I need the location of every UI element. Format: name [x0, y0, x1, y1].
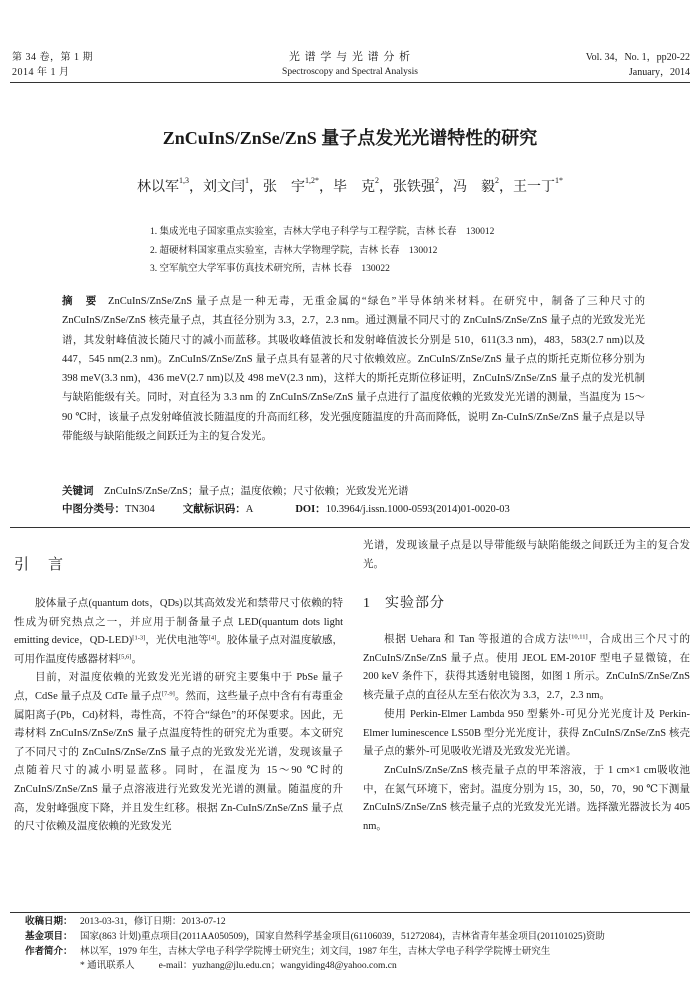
- journal-volume-info: [586, 50, 690, 80]
- body-paragraph: 目前，对温度依赖的光致发光光谱的研究主要集中于 PbSe 量子点，CdSe 量子点及 CdTe 量子点[7-9]。然而，这些量子点中含有有毒重金属阳离子(Pb，Cd)材料，毒性高，不符合“绿色”的环保要求。因此，无毒材料 ZnCuInS/ZnSe/ZnS 量子点温度特性的研究尤为重要。本文研究了不同尺寸的 ZnCuInS/ZnSe/ZnS 量子点的光致发光光谱，发现该量子点随着尺寸的减小明显蓝移。同时，在温度为 15～90 ℃时的 ZnCuInS/ZnSe/ZnS 量子点溶液进行光致发光光谱的测量。随温度的升高，发射峰强度下降，并且发生红移。根据 Zn-CuInS/ZnSe/ZnS 量子点的尺寸依赖及温度依赖的光致发光: [14, 672, 343, 833]
- experimental-body: [363, 631, 690, 837]
- author-affiliation-mark: 1: [245, 176, 249, 185]
- body-paragraph: 根据 Uehara 和 Tan 等报道的合成方法[10,11]，合成出三个尺寸的 ZnCuInS/ZnSe/ZnS 量子点。使用 JEOL EM-2010F 型电子显微镜，在 200 keV 条件下，获得其透射电镜图，如图 1 所示。ZnCuInS/ZnSe/ZnS 核壳量子点的直径从左至右依次为 3.3，2.7，2.3 nm。: [363, 633, 690, 702]
- author-name: 冯 毅: [453, 180, 495, 195]
- clc-number: TN304: [125, 504, 155, 515]
- section-heading-experimental: [363, 594, 690, 614]
- author-bio-label: 作者简介：: [25, 946, 73, 957]
- corresponding-email: e-mail：yuzhang@jlu.edu.cn；wangyiding48@yahoo.com.cn: [158, 961, 397, 972]
- header-rule: [10, 82, 690, 83]
- issue-date: 2014 年 1 月: [12, 67, 70, 78]
- funding-label: 基金项目：: [25, 931, 73, 942]
- footnotes: [25, 915, 690, 974]
- author-affiliation-mark: 2: [495, 176, 499, 185]
- classification-line: [62, 501, 662, 519]
- funding-note: [25, 930, 690, 945]
- citation-mark: [7-9]: [161, 690, 175, 698]
- doi: 10.3964/j.issn.1000-0593(2014)01-0020-03: [325, 504, 510, 515]
- author-bio-note: [25, 945, 690, 960]
- affiliation: 3. 空军航空大学军事仿真技术研究所，吉林 长春 130022: [150, 264, 390, 274]
- journal-name-english: Spectroscopy and Spectral Analysis: [282, 67, 418, 77]
- author-name: 张铁强: [393, 180, 435, 195]
- abstract: [62, 292, 645, 446]
- author-list: [0, 178, 700, 198]
- affiliation-list: [150, 223, 650, 279]
- month-year: January，2014: [628, 67, 690, 78]
- funding-text: 国家(863 计划)重点项目(2011AA050509)，国家自然科学基金项目(61106039，51272084)，吉林省青年基金项目(201101025)资助: [80, 931, 605, 942]
- volume-issue: 第 34 卷，第 1 期: [12, 52, 93, 63]
- author-separator: ，: [439, 180, 453, 195]
- body-paragraph: 使用 Perkin-Elmer Lambda 950 型紫外-可见分光光度计及 Perkin-Elmer luminescence LS50B 型分光光度计，获得 ZnCuInS/ZnSe/ZnS 核壳量子点的紫外-可见吸收光谱及光致发光光谱。: [363, 708, 690, 758]
- introduction-continuation: [363, 537, 690, 574]
- abstract-rule: [10, 527, 690, 528]
- author-affiliation-mark: 1,3: [179, 176, 189, 185]
- author-separator: ，: [319, 180, 333, 195]
- citation-mark: [10,11]: [568, 633, 588, 641]
- author-affiliation-mark: 1,2*: [305, 176, 319, 185]
- citation-mark: [4]: [208, 634, 217, 642]
- section-title: 实验部分: [385, 596, 445, 611]
- keywords-text: ZnCuInS/ZnSe/ZnS；量子点；温度依赖；尺寸依赖；光致发光光谱: [104, 486, 409, 497]
- author-name: 毕 克: [333, 180, 375, 195]
- affiliation: 2. 超硬材料国家重点实验室，吉林大学物理学院，吉林 长春 130012: [150, 245, 438, 256]
- body-paragraph: ZnCuInS/ZnSe/ZnS 核壳量子点的甲苯溶液，于 1 cm×1 cm吸收池中，在氮气环境下，密封。温度分别为 15，30，50，70，90 ℃下测量 ZnCuInS/ZnSe/ZnS 核壳量子点的光致发光光谱。选择激光器波长为 405 nm。: [363, 764, 690, 833]
- author-separator: ，: [499, 180, 513, 195]
- received-date-note: [25, 915, 690, 930]
- keywords-label: 关键词: [62, 486, 94, 497]
- author-separator: ，: [249, 180, 263, 195]
- citation-mark: [5,6]: [119, 653, 132, 661]
- doi-label: DOI：: [295, 504, 326, 515]
- volume-pages: Vol. 34，No. 1，pp20-22: [585, 52, 690, 63]
- author-affiliation-mark: 2: [435, 176, 439, 185]
- footnote-rule: [10, 912, 690, 913]
- author-name: 王一丁: [513, 180, 555, 195]
- author-affiliation-mark: 2: [375, 176, 379, 185]
- section-number: 1: [363, 596, 371, 611]
- section-heading-introduction: 引 言: [14, 557, 66, 573]
- affiliation: 1. 集成光电子国家重点实验室，吉林大学电子科学与工程学院，吉林 长春 130012: [150, 227, 495, 237]
- body-paragraph: 光谱，发现该量子点是以导带能级与缺陷能级之间跃迁为主的复合发光。: [363, 540, 690, 570]
- document-code-label: 文献标识码：: [182, 504, 246, 515]
- author-name: 刘文闫: [203, 180, 245, 195]
- author-separator: ，: [379, 180, 393, 195]
- author-affiliation-mark: 1*: [555, 176, 563, 185]
- body-paragraph: 胶体量子点(quantum dots，QDs)以其高效发光和禁带尺寸依赖的特性成为研究热点之一，并应用于制备量子点 LED(quantum dots light emitting device，QD-LED)[1-3]，光伏电池等[4]。胶体量子点对温度敏感，可用作温度传感器材料[5,6]。: [14, 598, 344, 665]
- citation-mark: [1-3]: [132, 634, 146, 642]
- corresponding-label: * 通讯联系人: [80, 961, 135, 972]
- received-dates: 2013-03-31，修订日期：2013-07-12: [80, 917, 226, 927]
- journal-name-chinese: 光 谱 学 与 光 谱 分 析: [288, 51, 412, 63]
- author-name: 张 宇: [263, 180, 305, 195]
- document-code: A: [245, 504, 254, 515]
- author-separator: ，: [189, 180, 203, 195]
- received-label: 收稿日期：: [25, 917, 73, 927]
- abstract-label: 摘 要: [62, 296, 98, 307]
- clc-label: 中图分类号：: [62, 504, 125, 515]
- introduction-body: [14, 595, 343, 837]
- paper-title: ZnCuInS/ZnSe/ZnS 量子点发光光谱特性的研究: [162, 128, 538, 148]
- author-name: 林以军: [137, 180, 179, 195]
- corresponding-author-note: [25, 959, 690, 974]
- abstract-text: ZnCuInS/ZnSe/ZnS 量子点是一种无毒，无重金属的“绿色”半导体纳米材料。在研究中，制备了三种尺寸的 ZnCuInS/ZnSe/ZnS 核壳量子点，其直径分别为 3.3，2.7，2.3 nm。通过测量不同尺寸的 ZnCuInS/ZnSe/ZnS 量子点的光致发光光谱，其发射峰值波长随尺寸的减小而蓝移。其吸收峰值波长和发射峰值波长分别是 510，611(3.3 nm)，483，583(2.7 nm)以及 447，545 nm(2.3 nm)。ZnCuInS/ZnSe/ZnS 量子点具有显著的尺寸依赖效应。ZnCuInS/ZnSe/ZnS 量子点的斯托克斯位移分别为 398 meV(3.3 nm)，436 meV(2.7 nm)以及 498 meV(2.3 nm)，这样大的斯托克斯位移证明，ZnCuInS/ZnSe/ZnS 量子点的发光机制与缺陷能级有关。同时，对直径为 3.3 nm 的 ZnCuInS/ZnSe/ZnS 量子点进行了温度依赖的光致发光光谱的测量，当温度为 15～90 ℃时，该量子点发射峰值波长随温度的升高而红移，发光强度随温度的升高而降低，说明 Zn-CuInS/ZnSe/ZnS 量子点是以导带能级与缺陷能级之间跃迁为主的复合发光。: [62, 296, 646, 443]
- author-bio-text: 林以军，1979 年生，吉林大学电子科学学院博士研究生；刘文闫，1987 年生，吉林大学电子科学学院博士研究生: [80, 946, 551, 957]
- keywords: [62, 483, 645, 501]
